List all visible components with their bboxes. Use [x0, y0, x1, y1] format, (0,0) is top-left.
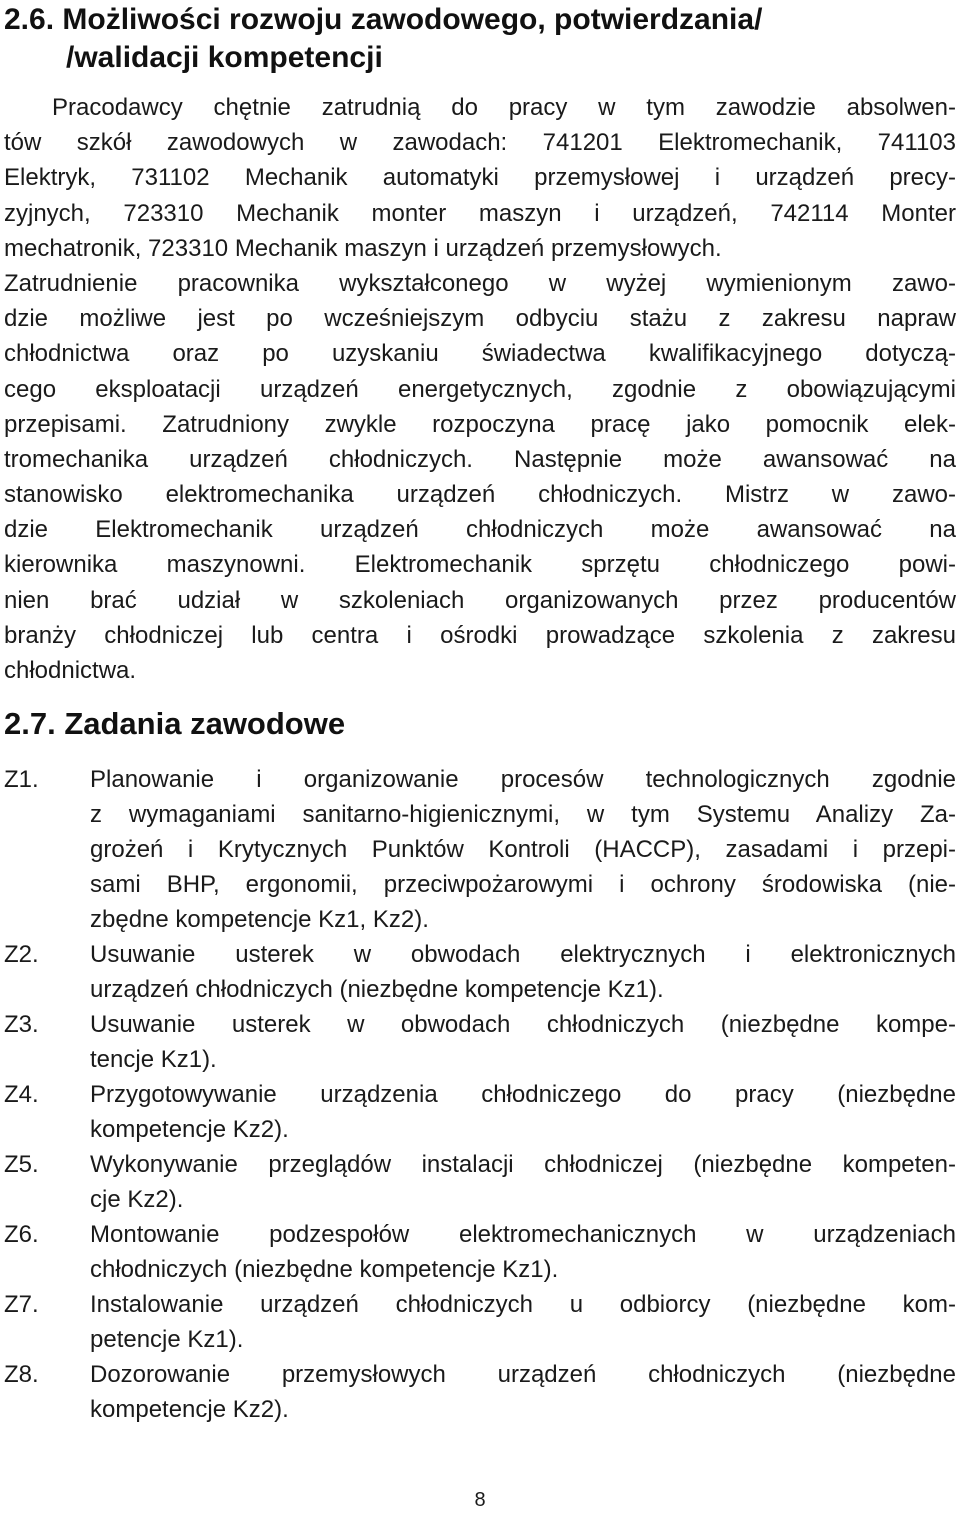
section-2-6-heading-line-1: 2.6. Możliwości rozwoju zawodowego, potwierdzania/ [4, 3, 763, 36]
task-line: Instalowanie urządzeń chłodniczych u odbiorcy (niezbędne kom- [90, 1291, 956, 1318]
paragraph-line: dzie Elektromechanik urządzeń chłodniczych może awansować na [4, 516, 956, 544]
section-2-6-heading-line-2: /walidacji kompetencji [66, 41, 383, 74]
page-number: 8 [474, 1489, 486, 1511]
task-list [4, 762, 956, 1427]
task-item [4, 1287, 956, 1357]
task-line: grożeń i Krytycznych Punktów Kontroli (HACCP), zasadami i przepi- [90, 836, 956, 863]
paragraph-line: tów szkół zawodowych w zawodach: 741201 Elektromechanik, 741103 [4, 129, 956, 157]
task-line: Montowanie podzespołów elektromechanicznych w urządzeniach [90, 1221, 956, 1248]
task-item [4, 1077, 956, 1147]
task-number: Z8. [4, 1361, 39, 1388]
task-number: Z3. [4, 1011, 39, 1038]
task-line: sami BHP, ergonomii, przeciwpożarowymi i ochrony środowiska (nie- [90, 871, 956, 898]
task-item [4, 762, 956, 937]
task-item [4, 1357, 956, 1427]
task-line: Wykonywanie przeglądów instalacji chłodniczej (niezbędne kompeten- [90, 1151, 956, 1178]
task-line: chłodniczych (niezbędne kompetencje Kz1). [90, 1256, 559, 1283]
paragraph-line: mechatronik, 723310 Mechanik maszyn i urządzeń przemysłowych. [4, 234, 722, 262]
paragraph-line: kierownika maszynowni. Elektromechanik sprzętu chłodniczego powi- [4, 551, 956, 579]
paragraph-line: nien brać udział w szkoleniach organizowanych przez producentów [4, 586, 956, 614]
task-number: Z7. [4, 1291, 39, 1318]
paragraph-line: stanowisko elektromechanika urządzeń chłodniczych. Mistrz w zawo- [4, 481, 956, 509]
task-text [90, 1287, 956, 1357]
paragraph-line: chłodnictwa oraz po uzyskaniu świadectwa kwalifikacyjnego dotyczą- [4, 340, 956, 368]
task-text [90, 1077, 956, 1147]
paragraph-line: cego eksploatacji urządzeń energetycznych, zgodnie z obowiązującymi [4, 375, 956, 403]
task-text [90, 1147, 956, 1217]
task-line: zbędne kompetencje Kz1, Kz2). [90, 906, 429, 933]
task-line: urządzeń chłodniczych (niezbędne kompetencje Kz1). [90, 976, 664, 1003]
task-item [4, 1007, 956, 1077]
task-line: Planowanie i organizowanie procesów technologicznych zgodnie [90, 766, 956, 793]
task-line: z wymaganiami sanitarno-higienicznymi, w tym Systemu Analizy Za- [90, 801, 956, 828]
task-text [90, 762, 956, 937]
paragraph-line: chłodnictwa. [4, 657, 137, 684]
task-number: Z6. [4, 1221, 39, 1248]
task-line: petencje Kz1). [90, 1326, 244, 1353]
paragraph-line: branży chłodniczej lub centra i ośrodki prowadzące szkolenia z zakresu [4, 621, 956, 649]
section-2-7-heading: 2.7. Zadania zawodowe [4, 706, 346, 741]
task-line: cje Kz2). [90, 1186, 184, 1213]
task-number: Z4. [4, 1081, 39, 1108]
task-item [4, 1217, 956, 1287]
paragraph-line: dzie możliwe jest po wcześniejszym odbyciu stażu z zakresu napraw [4, 305, 956, 333]
task-line: Usuwanie usterek w obwodach elektrycznych i elektronicznych [90, 941, 956, 968]
task-item [4, 937, 956, 1007]
task-number: Z1. [4, 766, 39, 793]
paragraph-line: tromechanika urządzeń chłodniczych. Następnie może awansować na [4, 445, 956, 473]
task-line: tencje Kz1). [90, 1046, 217, 1073]
section-2-6-paragraph [4, 90, 956, 688]
task-line: Usuwanie usterek w obwodach chłodniczych (niezbędne kompe- [90, 1011, 956, 1038]
task-line: kompetencje Kz2). [90, 1396, 289, 1423]
paragraph-line: Zatrudnienie pracownika wykształconego w wyżej wymienionym zawo- [4, 269, 956, 297]
task-item [4, 1147, 956, 1217]
paragraph-line: Elektryk, 731102 Mechanik automatyki przemysłowej i urządzeń precy- [4, 164, 956, 192]
task-line: kompetencje Kz2). [90, 1116, 289, 1143]
task-text [90, 1217, 956, 1287]
task-number: Z5. [4, 1151, 39, 1178]
task-text [90, 937, 956, 1007]
paragraph-line: Pracodawcy chętnie zatrudnią do pracy w tym zawodzie absolwen- [52, 94, 956, 121]
paragraph-line: zyjnych, 723310 Mechanik monter maszyn i urządzeń, 742114 Monter [4, 199, 956, 227]
task-line: Dozorowanie przemysłowych urządzeń chłodniczych (niezbędne [90, 1361, 956, 1388]
task-text [90, 1357, 956, 1427]
task-line: Przygotowywanie urządzenia chłodniczego do pracy (niezbędne [90, 1081, 956, 1108]
task-text [90, 1007, 956, 1077]
task-number: Z2. [4, 941, 39, 968]
paragraph-line: przepisami. Zatrudniony zwykle rozpoczyna pracę jako pomocnik elek- [4, 410, 956, 438]
